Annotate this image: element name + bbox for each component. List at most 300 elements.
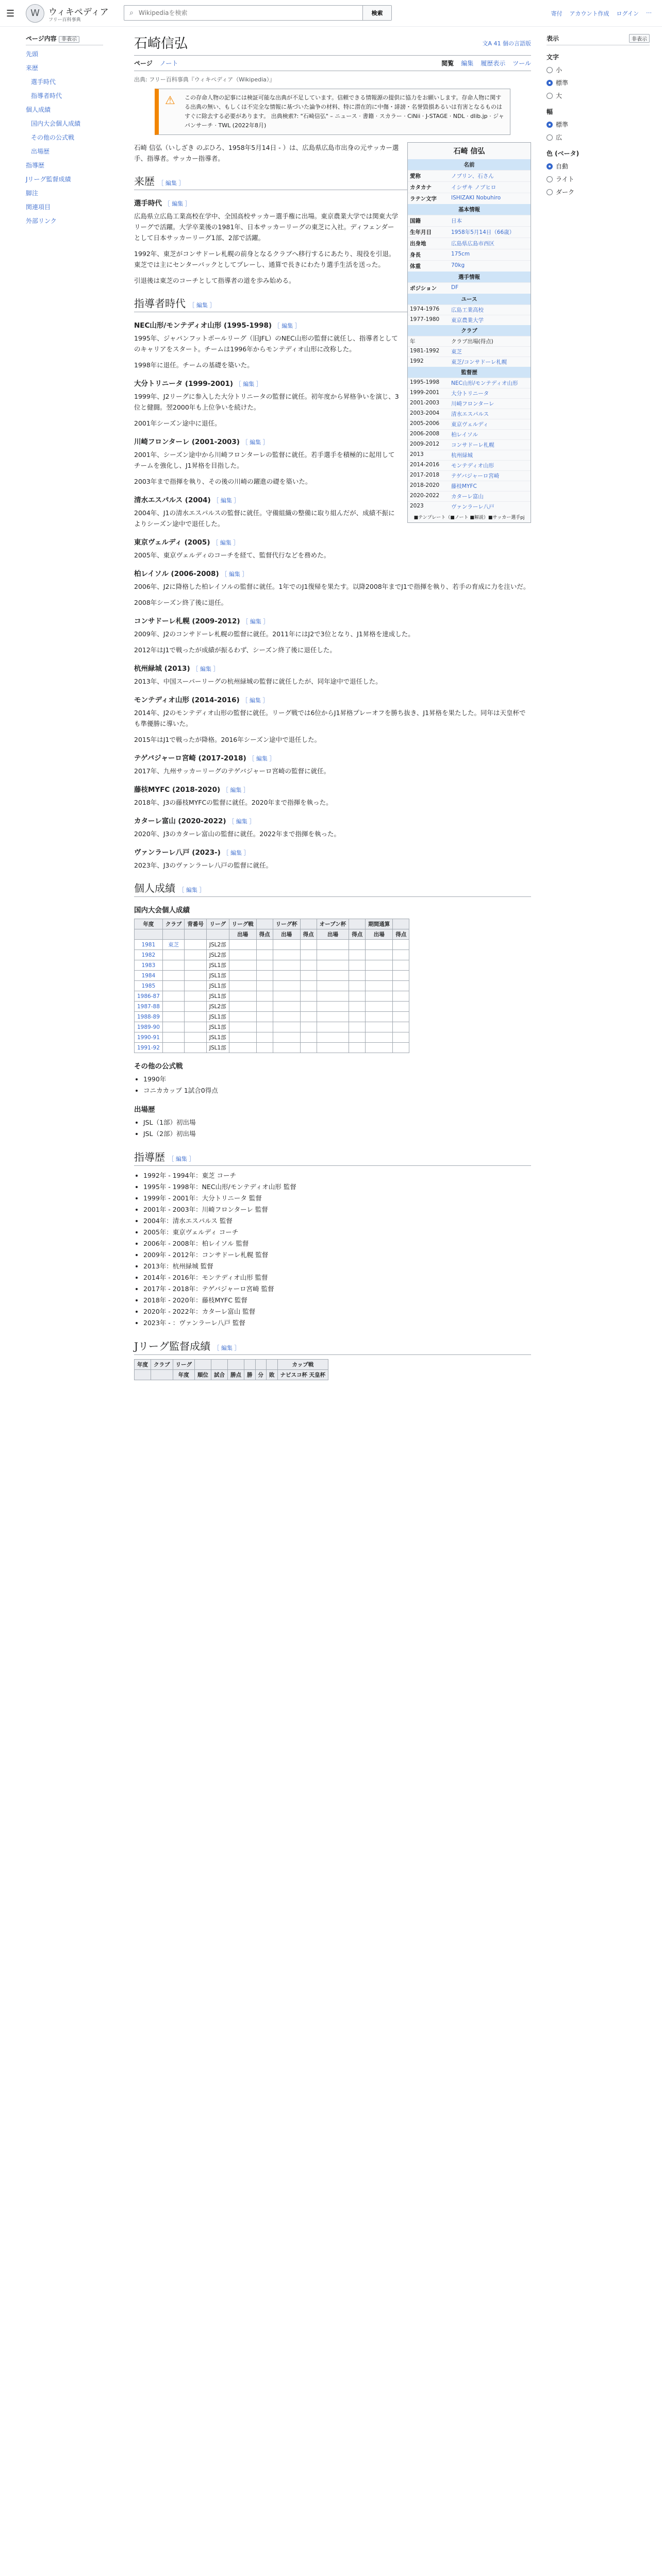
stats-cell xyxy=(256,960,273,971)
edit-link[interactable]: ［ 編集 ］ xyxy=(235,381,262,387)
stats-cell xyxy=(300,1022,317,1032)
infobox-cell[interactable]: 柏レイソル xyxy=(451,432,478,438)
edit-link[interactable]: ［ 編集 ］ xyxy=(228,818,255,825)
appearance-option[interactable] xyxy=(547,175,650,183)
infobox-cell[interactable]: ヴァンラーレ八戸 xyxy=(451,504,494,510)
edit-link[interactable]: ［ 編集 ］ xyxy=(189,302,216,309)
subsection-heading-text: 選手時代 xyxy=(134,199,162,208)
paragraph: 2004年、J1の清水エスパルスの監督に就任。守備組織の整備に取り組んだが、成績不振によりシーズン途中で退任した。 xyxy=(134,509,395,528)
from-wikipedia: 出典: フリー百科事典『ウィキペディア（Wikipedia）』 xyxy=(134,76,275,83)
appear-list xyxy=(143,1117,531,1140)
stats-cell xyxy=(273,940,300,950)
paragraph: 2006年、J2に降格した柏レイソルの監督に就任。1年でのJ1復帰を果たす。以降2008年までJ1で指揮を執り、若手の育成に力を注いだ。 xyxy=(134,583,530,590)
jl-head-cell: 勝点 xyxy=(228,1370,244,1380)
page-title-text: 石崎信弘 xyxy=(134,36,188,52)
appearance-option[interactable] xyxy=(547,78,650,87)
infobox-value: イシザキ ノブヒロ xyxy=(451,184,496,191)
infobox-value: 日本 xyxy=(451,218,462,224)
toc-item[interactable]: 個人成績 xyxy=(26,106,51,113)
infobox-cell[interactable]: 杭州緑城 xyxy=(451,452,473,459)
edit-link[interactable]: ［ 編集 ］ xyxy=(221,571,248,578)
other-heading: その他の公式戦 xyxy=(134,1062,183,1071)
stats-row xyxy=(135,950,409,960)
stats-cell xyxy=(256,981,273,991)
infobox-section-youth: ユース xyxy=(408,294,531,304)
jleague-table xyxy=(134,1359,328,1380)
stats-row xyxy=(135,1002,409,1012)
infobox-row xyxy=(408,249,531,260)
infobox-cell[interactable]: 東京農業大学 xyxy=(451,317,484,324)
stats-row xyxy=(135,940,409,950)
stats-cell[interactable]: 1981 xyxy=(135,940,163,950)
subsection-heading xyxy=(134,694,531,704)
infobox-cell[interactable]: モンテディオ山形 xyxy=(451,463,494,469)
subsection-heading-text: モンテディオ山形 (2014-2016) xyxy=(134,696,240,704)
stats-cell xyxy=(229,950,256,960)
infobox-value: 175cm xyxy=(451,251,470,257)
stats-cell xyxy=(300,1012,317,1022)
infobox-cell: 1977-1980 xyxy=(410,316,440,323)
tool-link[interactable]: アカウント作成 xyxy=(569,10,609,17)
search-input[interactable] xyxy=(139,6,362,20)
stats-cell xyxy=(229,940,256,950)
infobox-cell[interactable]: NEC山形/モンテディオ山形 xyxy=(451,380,518,386)
stats-cell[interactable] xyxy=(162,1043,185,1053)
career-heading-text: 指導歴 xyxy=(134,1151,165,1163)
infobox-section-club: クラブ xyxy=(408,325,531,336)
stats-cell xyxy=(393,1002,409,1012)
jl-head-cell xyxy=(244,1360,256,1370)
edit-link[interactable]: ［ 編集 ］ xyxy=(249,755,275,762)
toc-item[interactable]: 指導者時代 xyxy=(31,92,62,99)
infobox-cell: 2017-2018 xyxy=(410,472,440,478)
jl-head-row xyxy=(135,1370,328,1380)
search-icon: ⌕ xyxy=(129,9,134,17)
stats-cell xyxy=(317,940,349,950)
stats-row xyxy=(135,1032,409,1043)
jl-head-cell xyxy=(267,1360,278,1370)
edit-link[interactable]: ［ 編集 ］ xyxy=(274,323,301,329)
toc-item[interactable]: 脚注 xyxy=(26,190,39,197)
radio-button[interactable] xyxy=(547,176,553,182)
edit-link[interactable]: ［ 編集 ］ xyxy=(168,1156,195,1162)
option-label: 小 xyxy=(556,66,562,74)
list-item: • 1995年 - 1998年：NEC山形/モンテディオ山形 監督 xyxy=(143,1181,531,1193)
stats-cell xyxy=(393,991,409,1002)
jl-head-cell: 勝 xyxy=(244,1370,256,1380)
paragraph: 2014年、J2のモンテディオ山形の監督に就任。リーグ戦では6位からJ1昇格プレーオフを勝ち抜き、J1昇格を果たした。同年は天皇杯でも準優勝に導いた。 xyxy=(134,709,526,727)
stats-cell[interactable] xyxy=(162,960,185,971)
toc-item[interactable]: 先頭 xyxy=(26,50,39,58)
stats-cell xyxy=(317,1043,349,1053)
jl-head-cell: ナビスコ杯 天皇杯 xyxy=(277,1370,328,1380)
stats-cell xyxy=(317,1032,349,1043)
stats-cell xyxy=(273,960,300,971)
stats-cell[interactable]: 1985 xyxy=(135,981,163,991)
section-heading-text: 指導者時代 xyxy=(134,297,186,310)
list-item: • コニカカップ 1試合0得点 xyxy=(143,1085,531,1096)
appearance-hide-button[interactable]: 非表示 xyxy=(629,34,650,43)
edit-link[interactable]: ［ 編集 ］ xyxy=(192,666,219,672)
stats-cell xyxy=(256,1002,273,1012)
infobox-club-head-cell: (得点) xyxy=(478,338,493,345)
tab-0[interactable]: ページ xyxy=(134,60,153,67)
edit-link[interactable]: ［ 編集 ］ xyxy=(178,887,205,893)
stats-cell[interactable] xyxy=(162,991,185,1002)
radio-button[interactable] xyxy=(547,163,553,170)
infobox-cell[interactable]: 清水エスパルス xyxy=(451,411,489,417)
radio-button[interactable] xyxy=(547,122,553,128)
radio-button[interactable] xyxy=(547,189,553,195)
paragraph: 2023年、J3のヴァンラーレ八戸の監督に就任。 xyxy=(134,861,273,869)
infobox-cell: 2001-2003 xyxy=(410,400,440,406)
infobox-club-head-cell: 出場 xyxy=(467,338,478,345)
toc-item[interactable]: 選手時代 xyxy=(31,78,56,86)
subsection-heading-text: カターレ富山 (2020-2022) xyxy=(134,817,226,825)
stats-head-cell: オープン杯 xyxy=(317,919,349,929)
language-selector[interactable]: 文A 41 個の言語版 xyxy=(482,40,531,47)
stats-cell[interactable] xyxy=(162,971,185,981)
stats-cell xyxy=(300,971,317,981)
infobox-row xyxy=(408,181,531,193)
stats-cell[interactable]: 1984 xyxy=(135,971,163,981)
stats-cell: JSL1部 xyxy=(206,1012,229,1022)
radio-button[interactable] xyxy=(547,134,553,141)
appear-heading: 出場歴 xyxy=(134,1106,155,1114)
stats-cell[interactable] xyxy=(162,1032,185,1043)
stats-cell[interactable]: 東芝 xyxy=(162,940,185,950)
paragraph: 2005年、東京ヴェルディのコーチを経て、監督代行などを務めた。 xyxy=(134,551,330,559)
infobox-club-head xyxy=(408,336,531,346)
infobox-key: ポジション xyxy=(410,285,437,292)
toc-item[interactable]: 出場歴 xyxy=(31,148,50,155)
menu-icon[interactable]: ☰ xyxy=(6,8,15,19)
edit-link[interactable]: ［ 編集 ］ xyxy=(242,697,269,704)
stats-cell xyxy=(273,950,300,960)
infobox-subrow xyxy=(408,460,531,470)
option-label: 大 xyxy=(556,92,562,99)
stats-cell[interactable]: 1991-92 xyxy=(135,1043,163,1053)
tab-r1[interactable]: 編集 xyxy=(461,60,474,67)
jl-head-cell xyxy=(211,1360,228,1370)
stats-head-cell: 期間通算 xyxy=(366,919,393,929)
edit-link[interactable]: ［ 編集 ］ xyxy=(164,200,191,207)
paragraph: 2001年、シーズン途中から川崎フロンターレの監督に就任。若手選手を積極的に起用してチームを強化し、J1昇格を目指した。 xyxy=(134,451,395,469)
toc-item[interactable]: 指導歴 xyxy=(26,162,45,169)
toc-hide-button[interactable]: 非表示 xyxy=(59,36,79,43)
stats-row xyxy=(135,991,409,1002)
appearance-option[interactable] xyxy=(547,120,650,129)
infobox-value: ISHIZAKI Nobuhiro xyxy=(451,195,501,201)
list-item: • 1999年 - 2001年：大分トリニータ 監督 xyxy=(143,1193,531,1204)
jl-head-cell: 敗 xyxy=(267,1370,278,1380)
toc-title xyxy=(26,34,103,45)
stats-cell xyxy=(393,1012,409,1022)
tagline: フリー百科事典 xyxy=(48,18,81,23)
stats-cell xyxy=(366,1002,393,1012)
stats-cell xyxy=(349,1043,366,1053)
edit-link[interactable]: ［ 編集 ］ xyxy=(242,439,269,446)
paragraph: 2017年、九州サッカーリーグのテゲバジャーロ宮崎の監督に就任。 xyxy=(134,767,330,775)
list-item: • 2001年 - 2003年：川崎フロンターレ 監督 xyxy=(143,1204,531,1215)
edit-link[interactable]: ［ 編集 ］ xyxy=(213,1345,240,1351)
stats-cell xyxy=(185,1032,207,1043)
stats-head-cell xyxy=(206,929,229,940)
infobox-cell[interactable]: 東芝 xyxy=(451,349,462,355)
stats-cell xyxy=(366,940,393,950)
stats-cell xyxy=(185,1043,207,1053)
infobox-cell: 2005-2006 xyxy=(410,420,440,427)
jl-head-cell: カップ戦 xyxy=(277,1360,328,1370)
user-tools xyxy=(551,9,652,18)
stats-cell xyxy=(185,981,207,991)
infobox-club-head-cell: クラブ xyxy=(451,338,468,345)
stats-cell xyxy=(300,991,317,1002)
tab-r2[interactable]: 履歴表示 xyxy=(481,60,506,67)
stats-cell xyxy=(317,950,349,960)
stats-cell xyxy=(229,981,256,991)
stats-cell[interactable] xyxy=(162,1012,185,1022)
jl-head-cell: リーグ xyxy=(173,1360,195,1370)
toc-item[interactable]: 国内大会個人成績 xyxy=(31,120,81,127)
stats-cell[interactable]: 1989-90 xyxy=(135,1022,163,1032)
paragraph: 1995年、ジャパンフットボールリーグ（旧JFL）のNEC山形の監督に就任し、指導者としてのキャリアをスタート。チームは1996年からモンテディオ山形に改称した。 xyxy=(134,334,398,353)
appearance-option[interactable] xyxy=(547,162,650,171)
wikipedia-logo[interactable]: W xyxy=(26,4,44,23)
paragraph: 2020年、J3のカターレ富山の監督に就任。2022年まで指揮を執った。 xyxy=(134,830,341,838)
infobox-section-basic: 基本情報 xyxy=(408,204,531,215)
infobox-subrow xyxy=(408,429,531,439)
stats-head-cell: 出場 xyxy=(229,929,256,940)
infobox-row xyxy=(408,260,531,272)
stats-cell xyxy=(229,1002,256,1012)
stats-cell[interactable] xyxy=(162,981,185,991)
infobox-cell[interactable]: カターレ富山 xyxy=(451,494,484,500)
search-button[interactable]: 検索 xyxy=(362,6,391,20)
stats-cell xyxy=(349,940,366,950)
text-size-group: 文字 xyxy=(547,54,559,61)
edit-link[interactable]: ［ 編集 ］ xyxy=(213,497,240,504)
infobox-club-row xyxy=(408,346,531,357)
stats-cell[interactable] xyxy=(162,1002,185,1012)
toc-item[interactable]: 来歴 xyxy=(26,64,39,72)
subsection-heading-text: コンサドーレ札幌 (2009-2012) xyxy=(134,617,240,625)
stats-cell[interactable]: 1982 xyxy=(135,950,163,960)
stats-head-cell: リーグ戦 xyxy=(229,919,256,929)
stats-head-cell xyxy=(300,919,317,929)
appearance-option[interactable] xyxy=(547,91,650,100)
subsection-heading xyxy=(134,784,531,794)
stats-cell xyxy=(393,940,409,950)
stats-cell xyxy=(317,971,349,981)
edit-link[interactable]: ［ 編集 ］ xyxy=(222,787,249,793)
stats-cell[interactable]: 1983 xyxy=(135,960,163,971)
header xyxy=(0,0,662,27)
stats-cell xyxy=(349,1002,366,1012)
stats-cell: JSL1部 xyxy=(206,991,229,1002)
subsection-heading xyxy=(134,752,531,762)
subsection-heading xyxy=(134,846,531,857)
jl-head-cell xyxy=(228,1360,244,1370)
infobox-subrow xyxy=(408,450,531,460)
stats-table xyxy=(134,919,409,1053)
infobox-subrow xyxy=(408,481,531,491)
search-bar xyxy=(124,5,392,21)
infobox-key: カタカナ xyxy=(410,184,432,191)
stats-cell xyxy=(366,960,393,971)
edit-link[interactable]: ［ 編集 ］ xyxy=(212,539,239,546)
toc-item[interactable]: 外部リンク xyxy=(26,217,57,225)
jl-head-cell: 分 xyxy=(255,1370,267,1380)
stats-cell[interactable]: 1986-87 xyxy=(135,991,163,1002)
stats-cell xyxy=(366,981,393,991)
stats-cell xyxy=(256,1022,273,1032)
list-item: • 2005年：東京ヴェルディ コーチ xyxy=(143,1227,531,1238)
tab-r3[interactable]: ツール xyxy=(512,60,531,67)
stats-cell xyxy=(349,971,366,981)
stats-cell xyxy=(366,1012,393,1022)
toc-item[interactable]: 関連項目 xyxy=(26,204,51,211)
infobox-subrow xyxy=(408,388,531,398)
infobox-cell[interactable]: コンサドーレ札幌 xyxy=(451,442,494,448)
stats-cell xyxy=(229,960,256,971)
appearance-option[interactable] xyxy=(547,188,650,196)
edit-link[interactable]: ［ 編集 ］ xyxy=(242,618,269,625)
ambox-text: この存命人物の記事には検証可能な出典が不足しています。信頼できる情報源の提供に協力をお願いします。存命人物に関する出典の無い、もしくは不完全な情報に基づいた論争の材料、特に潜在的に中傷・誹謗・名誉毀損あるいは有害となるものはすぐに除去する必要があります。 出典検索?: "石崎信弘" – ニュース · 書籍 · スカラー · CiNii · J-STAGE · NDL · dlib.jp · ジャパンサーチ · TWL (2022年8月) xyxy=(185,94,504,129)
stats-cell xyxy=(349,981,366,991)
stats-cell[interactable]: 1987-88 xyxy=(135,1002,163,1012)
other-list xyxy=(143,1074,531,1096)
jl-head-cell: クラブ xyxy=(151,1360,173,1370)
infobox-cell[interactable]: 大分トリニータ xyxy=(451,391,489,397)
wordmark[interactable]: ウィキペディア xyxy=(48,7,109,18)
infobox-row xyxy=(408,238,531,249)
option-label: ライト xyxy=(556,176,574,183)
infobox-cell[interactable]: 川崎フロンターレ xyxy=(451,401,494,407)
subsection-heading-text: テゲバジャーロ宮崎 (2017-2018) xyxy=(134,754,246,762)
stats-head-cell xyxy=(185,929,207,940)
jl-head-cell: 年度 xyxy=(173,1370,195,1380)
stats-cell xyxy=(317,960,349,971)
stats-cell: JSL1部 xyxy=(206,1032,229,1043)
subsection-heading-text: NEC山形/モンテディオ山形 (1995-1998) xyxy=(134,321,272,330)
stats-cell[interactable]: 1990-91 xyxy=(135,1032,163,1043)
infobox-row xyxy=(408,226,531,238)
stats-cell: JSL1部 xyxy=(206,960,229,971)
appearance-option[interactable] xyxy=(547,133,650,142)
stats-head-cell: 得点 xyxy=(349,929,366,940)
infobox-cell: 2018-2020 xyxy=(410,482,440,488)
list-item: • 2020年 - 2022年：カターレ富山 監督 xyxy=(143,1306,531,1317)
radio-button[interactable] xyxy=(547,80,553,86)
stats-cell xyxy=(349,1012,366,1022)
stats-heading-text: 個人成績 xyxy=(134,882,175,894)
stats-cell[interactable]: 1988-89 xyxy=(135,1012,163,1022)
appearance-title xyxy=(547,34,650,45)
infobox xyxy=(407,142,531,523)
stats-cell[interactable] xyxy=(162,1022,185,1032)
stats-cell xyxy=(273,991,300,1002)
stats-cell xyxy=(300,940,317,950)
edit-link[interactable]: ［ 編集 ］ xyxy=(223,850,250,856)
subsection-heading xyxy=(134,663,531,673)
list-item: • 2023年 - ：ヴァンラーレ八戸 監督 xyxy=(143,1317,531,1329)
infobox-cell: 1995-1998 xyxy=(410,379,440,385)
toc-item[interactable]: その他の公式戦 xyxy=(31,134,75,141)
infobox-name: 石崎 信弘 xyxy=(453,147,485,156)
jl-head-cell xyxy=(151,1370,173,1380)
stats-cell xyxy=(273,1002,300,1012)
infobox-cell[interactable]: 藤枝MYFC xyxy=(451,483,477,489)
jl-head-cell xyxy=(255,1360,267,1370)
tab-r0[interactable]: 閲覧 xyxy=(441,60,454,67)
radio-button[interactable] xyxy=(547,93,553,99)
infobox-cell[interactable]: テゲバジャーロ宮崎 xyxy=(451,473,500,479)
stats-cell xyxy=(393,960,409,971)
tool-link[interactable]: ログイン xyxy=(616,10,639,17)
infobox-cell[interactable]: 東京ヴェルディ xyxy=(451,421,489,428)
stats-cell xyxy=(256,991,273,1002)
edit-link[interactable]: ［ 編集 ］ xyxy=(158,180,185,187)
infobox-cell: 1992 xyxy=(410,358,424,364)
stats-row xyxy=(135,981,409,991)
stats-cell xyxy=(366,1032,393,1043)
paragraph: 2003年まで指揮を執り、その後の川崎の躍進の礎を築いた。 xyxy=(134,478,312,485)
stats-cell xyxy=(273,971,300,981)
color-group: 色 (ベータ) xyxy=(547,150,580,157)
tab-1[interactable]: ノート xyxy=(159,60,178,67)
list-item: • 2009年 - 2012年：コンサドーレ札幌 監督 xyxy=(143,1249,531,1261)
stats-cell xyxy=(185,991,207,1002)
stats-cell xyxy=(366,1043,393,1053)
stats-cell xyxy=(273,1022,300,1032)
jl-head-cell xyxy=(135,1370,151,1380)
radio-button[interactable] xyxy=(547,67,553,73)
tool-link[interactable]: 寄付 xyxy=(551,10,562,17)
warning-icon: ⚠ xyxy=(165,94,175,107)
stats-cell: JSL2部 xyxy=(206,1002,229,1012)
stats-cell xyxy=(366,971,393,981)
infobox-cell[interactable]: 東芝/コンサドーレ札幌 xyxy=(451,359,507,365)
infobox-cell[interactable]: 広島工業高校 xyxy=(451,307,484,313)
stats-cell xyxy=(300,1002,317,1012)
stats-heading xyxy=(134,880,531,897)
list-item: • 2018年 - 2020年：藤枝MYFC 監督 xyxy=(143,1295,531,1306)
appearance-panel xyxy=(547,34,650,200)
infobox-subrow xyxy=(408,439,531,450)
stats-cell xyxy=(256,940,273,950)
jleague-heading-text: Jリーグ監督成績 xyxy=(134,1340,211,1352)
stats-cell[interactable] xyxy=(162,950,185,960)
stats-cell xyxy=(300,950,317,960)
infobox-section-coach: 監督歴 xyxy=(408,367,531,378)
stats-cell xyxy=(256,1043,273,1053)
infobox-subrow xyxy=(408,315,531,325)
toc-item[interactable]: Jリーグ監督成績 xyxy=(26,176,71,183)
stats-head-cell: 出場 xyxy=(317,929,349,940)
stats-cell: JSL2部 xyxy=(206,940,229,950)
stats-cell xyxy=(393,971,409,981)
infobox-club-row xyxy=(408,357,531,367)
stats-cell xyxy=(349,1022,366,1032)
tool-link[interactable]: ⋯ xyxy=(646,9,652,16)
appearance-option[interactable] xyxy=(547,65,650,74)
stats-head-cell: クラブ xyxy=(162,919,185,929)
infobox-value: 1958年5月14日（66歳） xyxy=(451,229,515,235)
width-group: 幅 xyxy=(547,108,553,115)
paragraph: 広島県立広島工業高校在学中、全国高校サッカー選手権に出場。東京農業大学では関東大学リーグで活躍。大学卒業後の1981年、日本サッカーリーグの東芝に入社。ディフェンダーとして日本サッカーリーグ1部、2部で活躍。 xyxy=(134,212,399,242)
infobox-section-player: 選手情報 xyxy=(408,272,531,282)
